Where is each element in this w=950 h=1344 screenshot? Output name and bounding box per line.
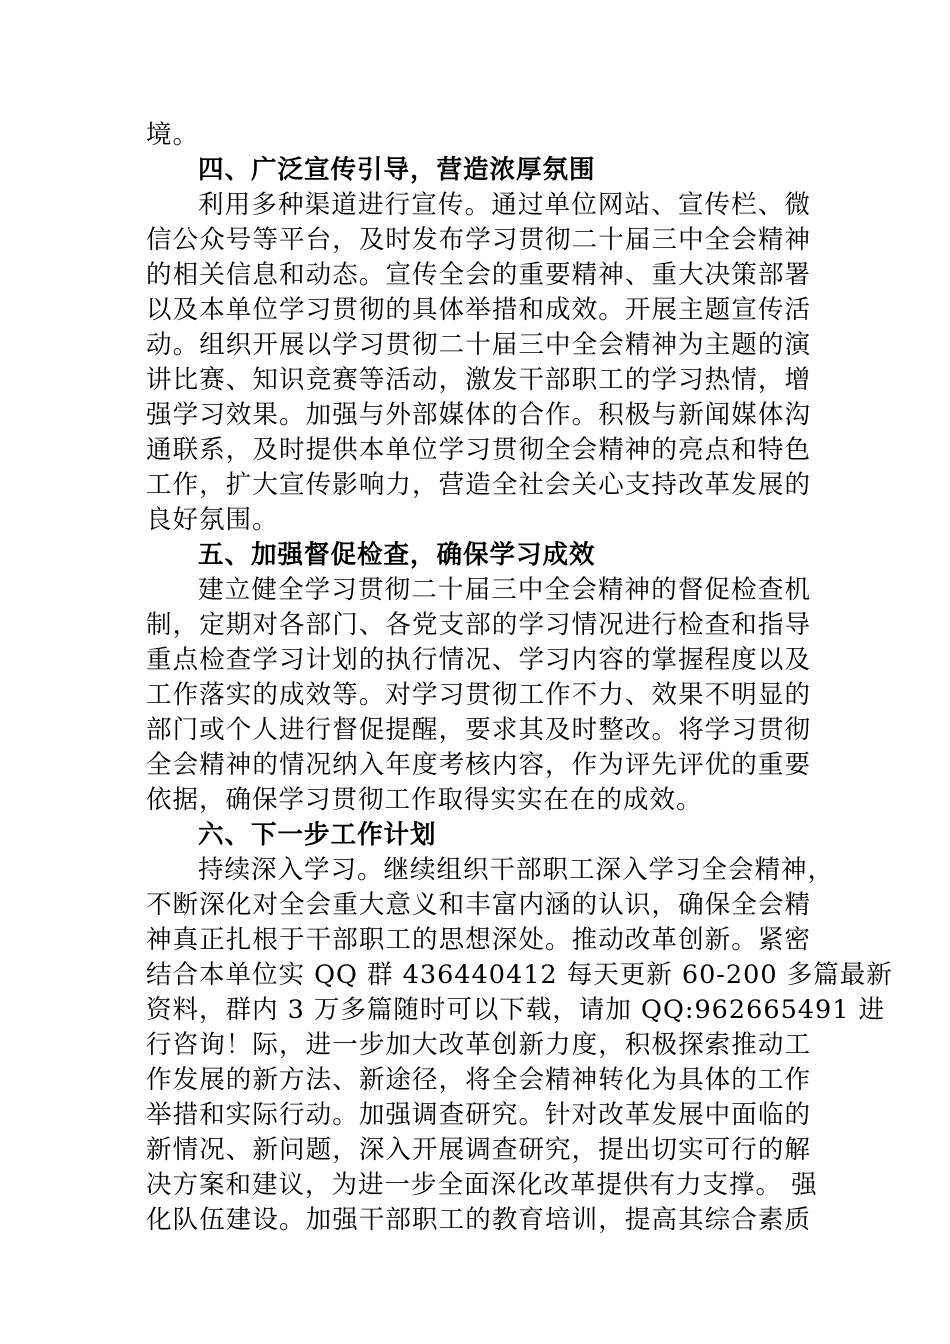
body-text-line: 工作，扩大宣传影响力，营造全社会关心支持改革发展的 [146,470,811,500]
body-text-line: 资料，群内 3 万多篇随时可以下载，请加 QQ:962665491 进 [146,995,886,1025]
body-text-line: 强学习效果。加强与外部媒体的合作。积极与新闻媒体沟 [146,400,811,430]
body-text-line: 部门或个人进行督促提醒，要求其及时整改。将学习贯彻 [146,715,811,745]
body-text-line: 化队伍建设。加强干部职工的教育培训，提高其综合素质 [146,1205,811,1235]
body-text-line: 全会精神的情况纳入年度考核内容，作为评先评优的重要 [146,750,811,780]
body-text-line: 制，定期对各部门、各党支部的学习情况进行检查和指导 [146,610,811,640]
body-text-line: 建立健全学习贯彻二十届三中全会精神的督促检查机 [198,575,811,605]
body-text-line: 举措和实际行动。加强调查研究。针对改革发展中面临的 [146,1100,811,1130]
body-text-line: 信公众号等平台，及时发布学习贯彻二十届三中全会精神 [146,225,811,255]
body-text-line: 依据，确保学习贯彻工作取得实实在在的成效。 [146,785,703,815]
body-text-line: 新情况、新问题，深入开展调查研究，提出切实可行的解 [146,1135,811,1165]
body-text-line: 持续深入学习。继续组织干部职工深入学习全会精神， [198,855,835,885]
body-text-line: 通联系，及时提供本单位学习贯彻全会精神的亮点和特色 [146,435,811,465]
body-text-line: 讲比赛、知识竞赛等活动，激发干部职工的学习热情，增 [146,365,811,395]
body-text-line: 利用多种渠道进行宣传。通过单位网站、宣传栏、微 [198,190,811,220]
body-text-line: 作发展的新方法、新途径，将全会精神转化为具体的工作 [146,1065,811,1095]
body-text-line: 不断深化对全会重大意义和丰富内涵的认识，确保全会精 [146,890,811,920]
body-text-line: 重点检查学习计划的执行情况、学习内容的掌握程度以及 [146,645,811,675]
body-text-line: 动。组织开展以学习贯彻二十届三中全会精神为主题的演 [146,330,811,360]
section-heading-5: 五、加强督促检查，确保学习成效 [198,540,596,570]
section-heading-6: 六、下一步工作计划 [198,820,437,850]
body-text-line: 良好氛围。 [146,505,279,535]
body-text-line: 境。 [146,120,200,150]
body-text-line: 以及本单位学习贯彻的具体举措和成效。开展主题宣传活 [146,295,811,325]
section-heading-4: 四、广泛宣传引导，营造浓厚氛围 [198,155,596,185]
body-text-line: 决方案和建议，为进一步全面深化改革提供有力支撑。 强 [146,1170,818,1200]
body-text-line: 神真正扎根于干部职工的思想深处。推动改革创新。紧密 [146,925,811,955]
body-text-line: 的相关信息和动态。宣传全会的重要精神、重大决策部署 [146,260,811,290]
body-text-line: 工作落实的成效等。对学习贯彻工作不力、效果不明显的 [146,680,811,710]
body-text-line: 结合本单位实 QQ 群 436440412 每天更新 60-200 多篇最新 [146,960,893,990]
body-text-line: 行咨询！际，进一步加大改革创新力度，积极探索推动工 [146,1030,811,1060]
